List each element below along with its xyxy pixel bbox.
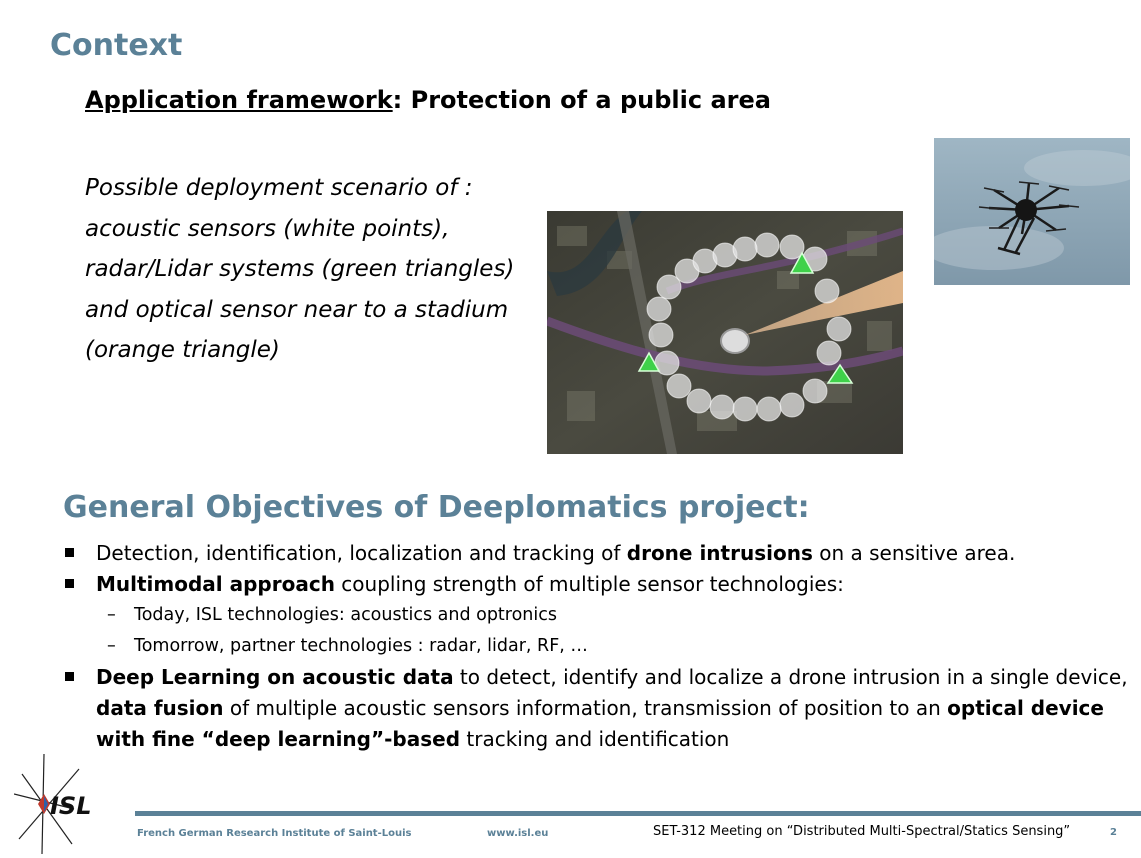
bullet-text: to detect, identify and localize a drone intrusion in a single device, [453, 665, 1128, 689]
list-item [63, 662, 1133, 755]
scenario-line: Possible deployment scenario of : [85, 175, 473, 201]
bullet-bold-text: optical device with fine “deep learning”-based [96, 696, 1104, 751]
bullet-text: coupling strength of multiple sensor technologies: [334, 572, 844, 596]
bullet-text: on a sensitive area. [812, 541, 1016, 565]
sub-list-item [63, 631, 1133, 662]
sub-bullet-text: Today, ISL technologies: acoustics and optronics [134, 605, 557, 625]
dash-marker: – [107, 636, 116, 656]
scenario-description [85, 168, 545, 371]
scenario-line: acoustic sensors (white points), [85, 215, 450, 242]
footer-divider [135, 811, 1141, 816]
scenario-line: (orange triangle) [85, 337, 280, 363]
scenario-line: radar/Lidar systems (green triangles) [85, 256, 515, 282]
drone-photo [934, 138, 1130, 285]
dash-marker: – [107, 605, 116, 625]
bullet-bold-text: Multimodal approach [96, 572, 335, 596]
list-item [63, 569, 1133, 600]
bullet-text: of multiple acoustic sensors information, transmission of position to an [223, 696, 948, 720]
stadium-map-image [547, 211, 903, 454]
bullet-text: tracking and identification [460, 727, 730, 751]
footer-meeting-title: SET-312 Meeting on “Distributed Multi-Spectral/Statics Sensing” [653, 824, 1071, 839]
bullet-bold-text: drone intrusions [626, 541, 813, 565]
footer-institute: French German Research Institute of Saint-Louis [137, 828, 412, 839]
objectives-list [63, 538, 1133, 755]
slide-title: Context [50, 28, 183, 63]
framework-text: : Protection of a public area [392, 86, 771, 114]
bullet-text: Detection, identification, localization and tracking of [96, 541, 627, 565]
bullet-bold-text: Deep Learning on acoustic data [96, 665, 454, 689]
page-number: 2 [1110, 827, 1117, 838]
bullet-bold-text: data fusion [96, 696, 224, 720]
svg-text:ISL: ISL [50, 792, 92, 820]
footer-url-link[interactable]: www.isl.eu [487, 828, 549, 839]
scenario-line: and optical sensor near to a stadium [85, 296, 509, 323]
sub-list-item [63, 600, 1133, 631]
framework-label: Application framework [85, 86, 393, 114]
objectives-heading: General Objectives of Deeplomatics project: [63, 490, 810, 525]
list-item [63, 538, 1133, 569]
framework-heading [85, 86, 771, 114]
isl-logo [14, 754, 124, 854]
sub-bullet-text: Tomorrow, partner technologies : radar, lidar, RF, … [134, 636, 588, 656]
